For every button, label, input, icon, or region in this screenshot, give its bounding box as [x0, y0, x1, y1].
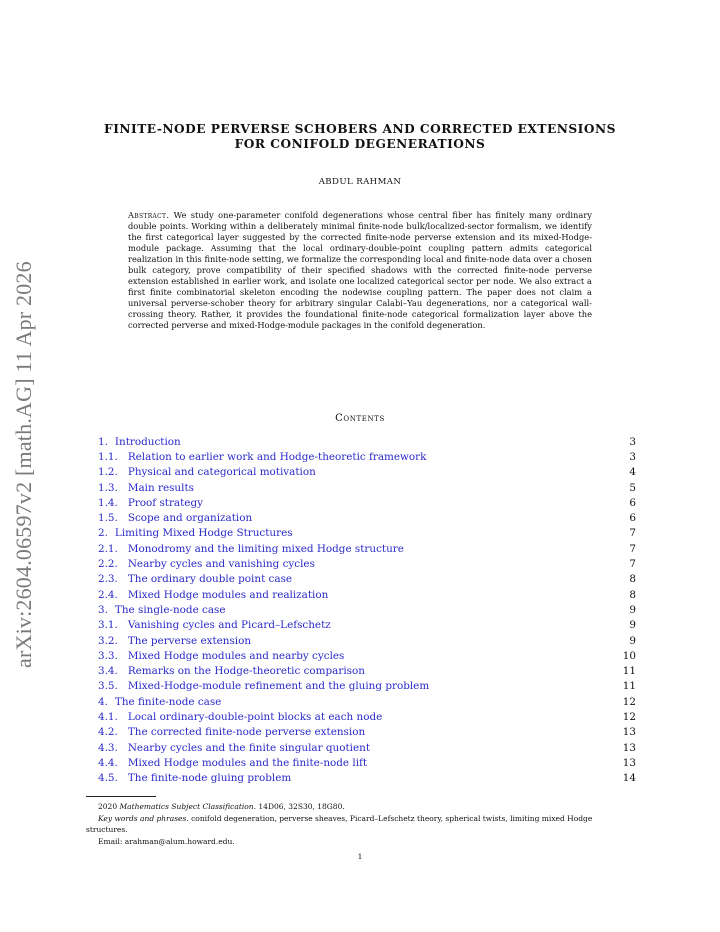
toc-entry-page: 7 — [629, 527, 636, 540]
toc-entry-link[interactable] — [98, 635, 251, 647]
toc-entry-title: The ordinary double point case — [127, 573, 293, 586]
toc-entry — [98, 541, 636, 556]
toc-entry-number: 2.4. — [98, 588, 118, 601]
toc-entry-title: Limiting Mixed Hodge Structures — [114, 527, 293, 540]
toc-entry-page: 14 — [622, 772, 636, 785]
toc-entry-title: The corrected finite-node perverse extension — [127, 726, 366, 739]
toc-entry — [98, 510, 636, 525]
toc-entry — [98, 556, 636, 571]
title-line: FINITE-NODE PERVERSE SCHOBERS AND CORRECTED EXTENSIONS — [104, 122, 616, 136]
page-number: 1 — [357, 852, 363, 861]
toc-entry — [98, 740, 636, 755]
toc-entry-number: 4. — [98, 695, 108, 708]
email-footnote: Email: arahman@alum.howard.edu. — [98, 836, 235, 846]
toc-entry-title: Nearby cycles and the finite singular quotient — [127, 741, 370, 754]
keywords-footnote — [86, 813, 636, 836]
toc-entry-link[interactable] — [98, 650, 344, 662]
msc-footnote — [86, 801, 636, 813]
toc-entry-page: 9 — [629, 603, 636, 616]
toc-entry-page: 3 — [629, 435, 636, 448]
toc-entry-number: 3.4. — [98, 665, 118, 678]
toc-entry-page: 5 — [629, 481, 636, 494]
toc-entry — [98, 709, 636, 724]
toc-entry-number: 1.2. — [98, 466, 118, 479]
toc-entry-title: Mixed Hodge modules and nearby cycles — [127, 649, 345, 662]
contents-heading: Contents — [335, 413, 385, 424]
toc-entry — [98, 618, 636, 633]
abstract — [128, 210, 592, 332]
toc-entry-title: Nearby cycles and vanishing cycles — [127, 558, 315, 571]
toc-entry-page: 10 — [622, 649, 636, 662]
toc-entry-link[interactable] — [98, 527, 293, 539]
toc-entry — [98, 679, 636, 694]
toc-entry-link[interactable] — [98, 482, 194, 494]
toc-entry — [98, 663, 636, 678]
toc-entry — [98, 480, 636, 495]
toc-entry-number: 3. — [98, 603, 108, 616]
toc-entry-page: 13 — [622, 741, 636, 754]
toc-entry-page: 12 — [622, 695, 636, 708]
author-name: ABDUL RAHMAN — [318, 177, 402, 187]
toc-entry-number: 1.5. — [98, 512, 118, 525]
msc-year: 2020 — [98, 802, 118, 811]
toc-entry — [98, 771, 636, 786]
arxiv-identifier-stamp: arXiv:2604.06597v2 [math.AG] 11 Apr 2026 — [11, 261, 36, 669]
toc-entry-number: 3.2. — [98, 634, 118, 647]
toc-entry-link[interactable] — [98, 558, 315, 570]
toc-entry-page: 3 — [629, 450, 636, 463]
msc-codes: 14D06, 32S30, 18G80. — [258, 802, 345, 811]
toc-entry-page: 9 — [629, 619, 636, 632]
toc-entry-link[interactable] — [98, 619, 331, 631]
toc-entry-number: 3.1. — [98, 619, 118, 632]
toc-entry-number: 3.3. — [98, 649, 118, 662]
toc-entry-title: Scope and organization — [127, 512, 253, 525]
footnotes — [86, 801, 636, 847]
toc-entry — [98, 587, 636, 602]
toc-entry-page: 9 — [629, 634, 636, 647]
toc-entry-title: Monodromy and the limiting mixed Hodge structure — [127, 542, 404, 555]
toc-entry-title: Vanishing cycles and Picard–Lefschetz — [127, 619, 331, 632]
toc-entry-page: 4 — [629, 466, 636, 479]
toc-entry-number: 2. — [98, 527, 108, 540]
toc-entry-number: 4.5. — [98, 772, 118, 785]
toc-entry-number: 4.3. — [98, 741, 118, 754]
toc-entry-link[interactable] — [98, 589, 328, 601]
paper-title — [90, 122, 630, 152]
toc-entry — [98, 602, 636, 617]
toc-entry-title: Physical and categorical motivation — [127, 466, 316, 479]
keywords-label: Key words and phrases. — [98, 813, 189, 823]
toc-entry-link[interactable] — [98, 665, 365, 677]
msc-label: Mathematics Subject Classification. — [119, 802, 257, 811]
toc-entry-number: 1.1. — [98, 450, 118, 463]
toc-entry — [98, 755, 636, 770]
toc-entry-title: Relation to earlier work and Hodge-theoretic framework — [127, 450, 427, 463]
toc-entry — [98, 633, 636, 648]
toc-entry-number: 2.2. — [98, 558, 118, 571]
toc-entry-number: 1.3. — [98, 481, 118, 494]
toc-entry-number: 4.2. — [98, 726, 118, 739]
toc-entry — [98, 434, 636, 449]
toc-entry-link[interactable] — [98, 512, 252, 524]
toc-entry-page: 11 — [622, 665, 636, 678]
toc-entry-link[interactable] — [98, 436, 181, 448]
toc-entry-link[interactable] — [98, 451, 426, 463]
toc-entry-number: 2.1. — [98, 542, 118, 555]
toc-entry-link[interactable] — [98, 726, 365, 738]
toc-entry-title: Introduction — [114, 435, 181, 448]
toc-entry-link[interactable] — [98, 573, 292, 585]
toc-entry-number: 4.4. — [98, 756, 118, 769]
footnote-rule — [86, 796, 156, 797]
toc-entry — [98, 572, 636, 587]
toc-entry-title: Proof strategy — [127, 496, 203, 509]
toc-entry-title: Local ordinary-double-point blocks at each node — [127, 710, 383, 723]
toc-entry-link[interactable] — [98, 604, 226, 616]
toc-entry-number: 4.1. — [98, 710, 118, 723]
toc-entry-number: 3.5. — [98, 680, 118, 693]
toc-entry-page: 8 — [629, 573, 636, 586]
toc-entry — [98, 449, 636, 464]
keywords-text: conifold degeneration, perverse sheaves, Picard–Lefschetz theory, spherical twists, limiting mixed Hodge structures. — [86, 813, 593, 834]
toc-entry-title: Remarks on the Hodge-theoretic comparison — [127, 665, 365, 678]
toc-entry-link[interactable] — [98, 497, 203, 509]
toc-entry — [98, 725, 636, 740]
toc-entry-title: The perverse extension — [127, 634, 252, 647]
toc-entry-title: The finite-node gluing problem — [127, 772, 292, 785]
toc-entry-page: 13 — [622, 756, 636, 769]
abstract-text: We study one-parameter conifold degenerations whose central fiber has finitely many ordinary double points. Working within a deliberately minimal finite-node bulk/localized-sector formalism, we identify the first categorical layer suggested by the corrected finite-node perverse extension and its mixed-Hodge-module package. Assuming that the local ordinary-double-point coupling pattern admits categorical realization in this finite-node setting, we formalize the corresponding local and finite-node data over a chosen bulk category, prove compatibility of their specified shadows with the corrected finite-node perverse extension established in earlier work, and isolate one localized categorical sector per node. We also extract a first finite combinatorial skeleton encoding the nodewise coupling pattern. The paper does not claim a universal perverse-schober theory for arbitrary singular Calabi–Yau degenerations, nor a categorical wall-crossing theory. Rather, it provides the foundational finite-node categorical formalization layer above the corrected perverse and mixed-Hodge-module packages in the conifold degeneration. — [128, 210, 592, 331]
toc-entry-link[interactable] — [98, 757, 367, 769]
toc-entry-title: The single-node case — [114, 603, 226, 616]
toc-entry-number: 2.3. — [98, 573, 118, 586]
table-of-contents — [98, 434, 636, 786]
toc-entry-page: 8 — [629, 588, 636, 601]
toc-entry-link[interactable] — [98, 543, 404, 555]
toc-entry-link[interactable] — [98, 696, 221, 708]
toc-entry-page: 7 — [629, 542, 636, 555]
title-line: FOR CONIFOLD DEGENERATIONS — [234, 137, 486, 151]
toc-entry-page: 6 — [629, 496, 636, 509]
toc-entry — [98, 526, 636, 541]
toc-entry-number: 1. — [98, 435, 108, 448]
toc-entry-link[interactable] — [98, 742, 370, 754]
toc-entry-page: 7 — [629, 558, 636, 571]
toc-entry — [98, 648, 636, 663]
toc-entry-link[interactable] — [98, 711, 382, 723]
abstract-label: Abstract. — [128, 210, 170, 220]
toc-entry-page: 12 — [622, 710, 636, 723]
toc-entry-title: Main results — [127, 481, 194, 494]
toc-entry-title: Mixed Hodge modules and realization — [127, 588, 329, 601]
toc-entry — [98, 694, 636, 709]
toc-entry-title: Mixed Hodge modules and the finite-node lift — [127, 756, 368, 769]
toc-entry-page: 13 — [622, 726, 636, 739]
toc-entry-page: 6 — [629, 512, 636, 525]
toc-entry-link[interactable] — [98, 466, 316, 478]
toc-entry-link[interactable] — [98, 680, 429, 692]
toc-entry — [98, 465, 636, 480]
toc-entry-page: 11 — [622, 680, 636, 693]
toc-entry-title: The finite-node case — [114, 695, 222, 708]
toc-entry-number: 1.4. — [98, 496, 118, 509]
toc-entry — [98, 495, 636, 510]
toc-entry-link[interactable] — [98, 772, 291, 784]
toc-entry-title: Mixed-Hodge-module refinement and the gluing problem — [127, 680, 430, 693]
